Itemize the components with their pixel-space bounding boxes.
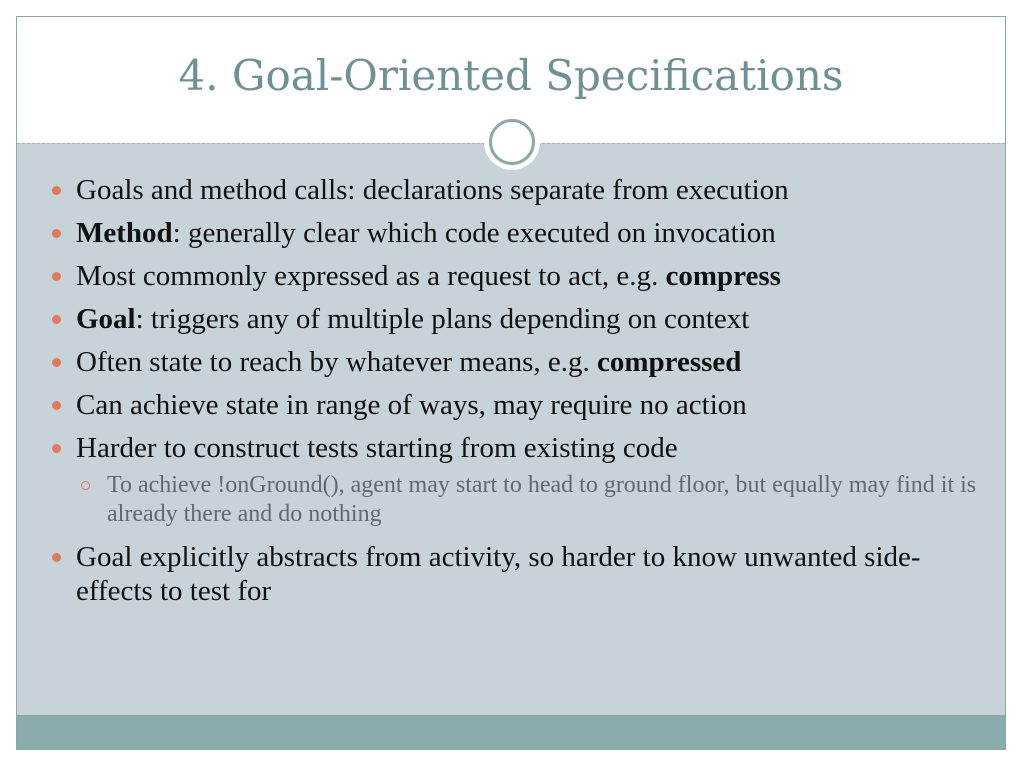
bullet-dot-icon (52, 444, 61, 453)
bullet-dot-icon (52, 553, 61, 562)
circle-ring (489, 119, 535, 165)
bullet-dot-icon (52, 229, 61, 238)
bullet-text: Goals and method calls: declarations separate from execution (76, 174, 789, 206)
bullet-text: : generally clear which code executed on invocation (172, 217, 776, 249)
bullet-item (51, 173, 981, 207)
bullet-text: Often state to reach by whatever means, e.g. (76, 346, 597, 378)
footer-bar (17, 715, 1005, 749)
bullet-dot-icon (52, 272, 61, 281)
bullet-dot-icon (52, 315, 61, 324)
circle-inner (501, 131, 523, 153)
bullet-text: Most commonly expressed as a request to act, e.g. (76, 260, 666, 292)
bullet-item (51, 345, 981, 379)
bullet-bold-text: compress (665, 260, 781, 292)
bullet-text: Can achieve state in range of ways, may require no action (76, 389, 747, 421)
bullet-item (51, 388, 981, 422)
bullet-text: Goal explicitly abstracts from activity, so harder to know unwanted side-effects to test for (76, 541, 921, 607)
bullet-bold-text: Goal (76, 303, 136, 335)
slide-frame (16, 16, 1006, 750)
sub-bullet-text: To achieve !onGround(), agent may start to head to ground floor, but equally may find it is already there and do nothing (107, 472, 977, 527)
divider-circle-icon (484, 114, 540, 170)
bullet-item (51, 259, 981, 293)
bullet-list (51, 173, 981, 617)
bullet-item (51, 216, 981, 250)
bullet-dot-icon (52, 358, 61, 367)
bullet-bold-text: Method (76, 217, 173, 249)
sub-bullet-ring-icon (81, 481, 90, 490)
bullet-item (51, 540, 981, 608)
bullet-dot-icon (52, 186, 61, 195)
sub-bullet-item (51, 471, 981, 529)
bullet-item (51, 302, 981, 336)
bullet-text: : triggers any of multiple plans depending on context (135, 303, 750, 335)
bullet-item (51, 431, 981, 465)
slide-title: 4. Goal-Oriented Specifications (178, 51, 844, 100)
bullet-text: Harder to construct tests starting from existing code (76, 432, 678, 464)
bullet-dot-icon (52, 401, 61, 410)
bullet-bold-text: compressed (596, 346, 742, 378)
